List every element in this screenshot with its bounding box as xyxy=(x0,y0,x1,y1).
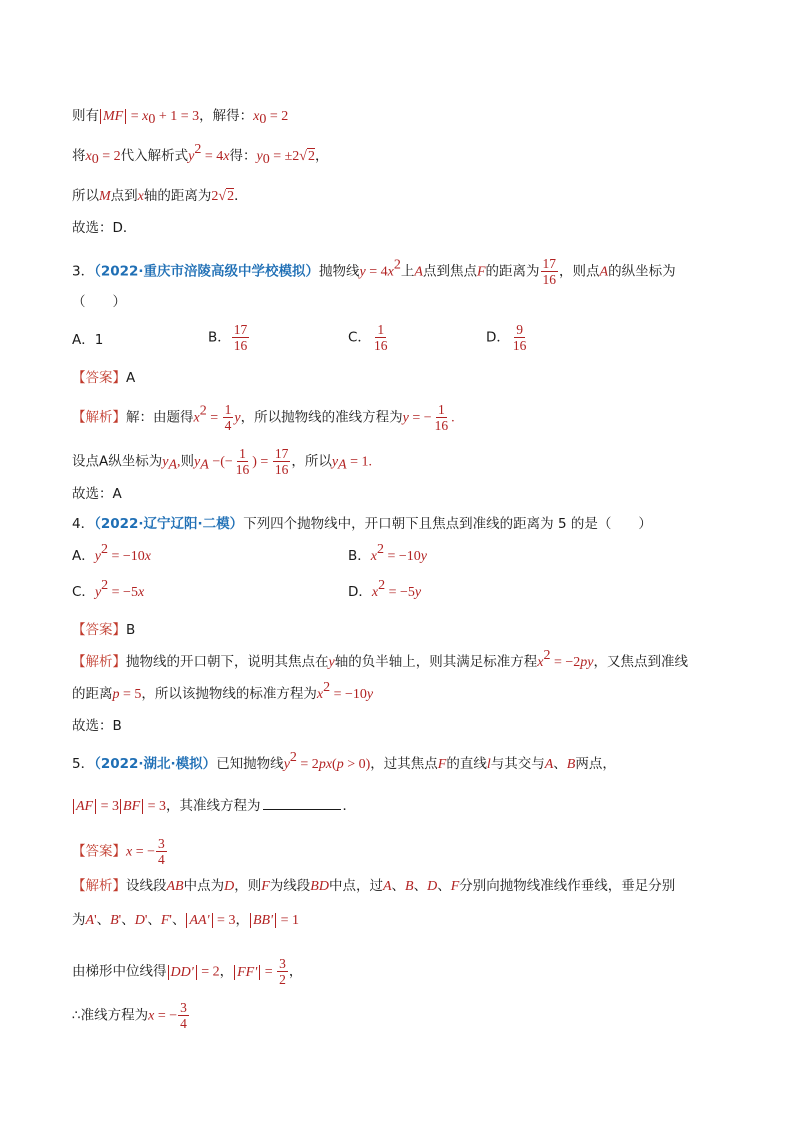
q3-analysis-2: 设点A纵坐标为$y_A$,则$y_A$ −(− $\frac{1}{16}$ ) = $\frac{17}{16}$ ，所以$y_A = 1$. xyxy=(72,446,373,477)
text: 轴的负半轴上，则其满足标准方程 xyxy=(334,654,538,670)
text: 的纵坐标为 xyxy=(608,263,676,280)
option-b: B． $\frac{17}{16}$ xyxy=(208,322,248,353)
text: 与其交与 xyxy=(490,756,545,772)
text: ，所以该抛物线的标准方程为 xyxy=(141,686,317,702)
text: 为线段 xyxy=(269,878,311,894)
q5-stem-2: AF = 3 BF = 3，其准线方程为 ． xyxy=(72,796,734,817)
text: （ ） xyxy=(72,294,126,310)
text: 中点为 xyxy=(183,878,225,894)
option-c: C． $\frac{1}{16}$ xyxy=(348,322,388,353)
question-source: （2022·辽宁辽阳·二模） xyxy=(94,516,244,532)
q5-analysis-4: ∴准线方程为x = − $\frac{3}{4}$ xyxy=(72,1000,187,1031)
text: 、 xyxy=(171,912,186,928)
text: 上 xyxy=(400,263,415,280)
text: 故选：A xyxy=(72,486,122,502)
option-d: D． $\frac{9}{16}$ xyxy=(486,322,527,353)
prev-line-2: 将$x_0 = 2$代入解析式$y^2 = 4x$得：$y_0 = \pm 2√2$， xyxy=(72,142,329,167)
prev-line-1: 则有 MF = $x_0 + 1 = 3$，解得：$x_0 = 2$ xyxy=(72,108,289,127)
q3-answer xyxy=(72,368,734,388)
text: 两点， xyxy=(575,756,616,772)
q3-analysis-1: 【解析】解：由题得$x^2$ = $\frac{1}{4}$ y，所以抛物线的准线方程为y = − $\frac{1}{16}$ . xyxy=(72,402,455,433)
option-a: A．$y^2 = -10x$ xyxy=(72,542,151,564)
text: 的距离 xyxy=(72,686,113,702)
question-source: （2022·湖北·模拟） xyxy=(94,756,217,772)
text: ，则 xyxy=(234,878,262,894)
text: 轴的距离为 xyxy=(143,188,212,204)
text: 设点A纵坐标为 xyxy=(72,453,163,470)
q3-stem: 3．（2022·重庆市涪陵高级中学校模拟）抛物线$y = 4x^2$上A点到焦点F的距离为 $\frac{17}{16}$ ，则点A的纵坐标为 xyxy=(72,256,676,287)
text: ， xyxy=(219,963,234,980)
text: 则 xyxy=(180,453,195,470)
q3-choice xyxy=(72,484,734,504)
text: ，解得： xyxy=(199,108,254,124)
prev-line-3: 所以M点到x轴的距离为2√2． xyxy=(72,188,248,204)
text: ，所以抛物线的准线方程为 xyxy=(240,409,403,426)
q5-analysis-2: 为A'、B'、D'、F'、 AA' = 3， BB' = 1 xyxy=(72,912,299,928)
text: 抛物线的开口朝下，说明其焦点在 xyxy=(126,654,329,670)
text: ，其准线方程为 xyxy=(166,798,261,814)
text: 的直线 xyxy=(446,756,487,772)
text: 为 xyxy=(72,912,86,928)
text: 中点，过 xyxy=(328,878,383,894)
q4-choice xyxy=(72,716,734,736)
q5-analysis-1: 【解析】设线段AB中点为D，则F为线段BD中点，过A、B、D、F分别向抛物线准线作垂线，垂足分别 xyxy=(72,878,676,894)
question-number: 4． xyxy=(72,516,95,532)
analysis-label: 【解析】 xyxy=(72,409,126,426)
text: ． xyxy=(234,188,248,204)
option-d: D．$x^2 = -5y$ xyxy=(348,578,422,600)
text: 所以 xyxy=(72,188,99,204)
text: 故选：D． xyxy=(72,220,137,236)
text: ，过其焦点 xyxy=(370,756,438,772)
text: 则有 xyxy=(72,108,99,124)
q5-answer: 【答案】x = − $\frac{3}{4}$ xyxy=(72,836,165,867)
answer-label: 【答案】 xyxy=(72,622,126,638)
answer-blank[interactable] xyxy=(263,797,341,810)
axis-x: x xyxy=(137,189,144,204)
text: 已知抛物线 xyxy=(216,756,284,772)
text: 得： xyxy=(229,148,257,164)
text: 抛物线 xyxy=(319,263,360,280)
text: ， xyxy=(288,963,303,980)
answer-value: A xyxy=(126,370,136,386)
q4-analysis-2: 的距离p = 5，所以该抛物线的标准方程为$x^2 = -10y$ xyxy=(72,680,374,702)
text: 故选：B xyxy=(72,718,122,734)
fraction: $\frac{17}{16}$ xyxy=(542,256,557,287)
analysis-label: 【解析】 xyxy=(72,654,126,670)
q4-analysis-1: 【解析】抛物线的开口朝下，说明其焦点在y轴的负半轴上，则其满足标准方程$x^2 = -2py$，又焦点到准线 xyxy=(72,648,688,670)
text: 代入解析式 xyxy=(120,148,189,164)
question-number: 5． xyxy=(72,756,95,772)
text: 将 xyxy=(72,148,86,164)
q3-paren xyxy=(72,292,734,312)
text: 下列四个抛物线中，开口朝下且焦点到准线的距离为 5 的是（ ） xyxy=(243,516,652,532)
point-m: M xyxy=(99,189,111,204)
text: ，又焦点到准线 xyxy=(593,654,688,670)
text: 解：由题得 xyxy=(126,409,194,426)
text: 点到 xyxy=(110,188,138,204)
question-source: （2022·重庆市涪陵高级中学校模拟） xyxy=(94,263,320,280)
q3-options xyxy=(72,322,734,360)
analysis-label: 【解析】 xyxy=(72,878,126,894)
q4-answer xyxy=(72,620,734,640)
option-c: C．$y^2 = -5x$ xyxy=(72,578,145,600)
option-b: B．$x^2 = -10y$ xyxy=(348,542,427,564)
text: ， xyxy=(314,148,329,164)
q5-analysis-3: 由梯形中位线得 DD' = 2， FF' = $\frac{3}{2}$ ， xyxy=(72,956,303,987)
text: ，则点 xyxy=(559,263,600,280)
text: 由梯形中位线得 xyxy=(72,963,167,980)
answer-label: 【答案】 xyxy=(72,843,126,860)
text: ∴准线方程为 xyxy=(72,1007,149,1024)
text: 点到焦点 xyxy=(422,263,477,280)
question-number: 3． xyxy=(72,263,95,280)
answer-value: B xyxy=(126,622,136,638)
answer-label: 【答案】 xyxy=(72,370,126,386)
option-a: A．1 xyxy=(72,332,104,348)
text: 分别向抛物线准线作垂线，垂足分别 xyxy=(459,878,676,894)
text: ． xyxy=(342,798,357,814)
q5-stem: 5．（2022·湖北·模拟）已知抛物线$y^2 = 2px(p > 0)$，过其焦点F的直线l与其交与A、B两点， xyxy=(72,750,616,772)
prev-choice xyxy=(72,218,734,238)
text: 设线段 xyxy=(126,878,167,894)
q4-stem xyxy=(72,514,734,534)
text: 的距离为 xyxy=(485,263,540,280)
text: ，所以 xyxy=(291,453,332,470)
